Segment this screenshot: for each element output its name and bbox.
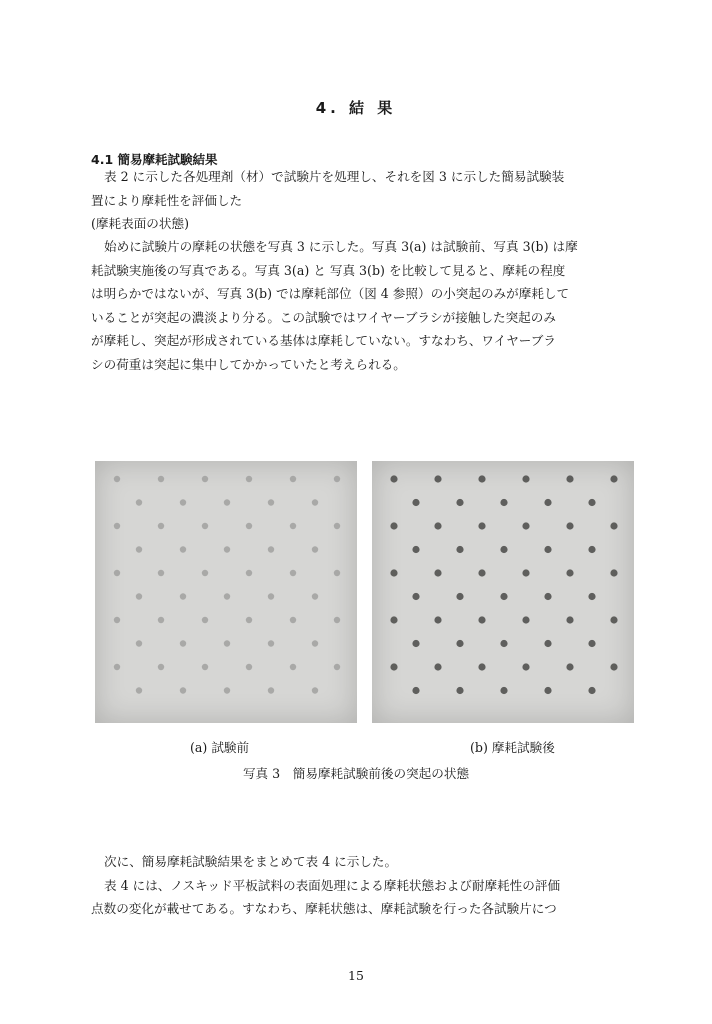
surface-protrusion	[390, 663, 397, 670]
surface-protrusion	[290, 664, 296, 670]
surface-protrusion	[158, 523, 164, 529]
surface-protrusion	[588, 593, 595, 600]
text-line: シの荷重は突起に集中してかかっていたと考えられる。	[91, 356, 406, 372]
surface-protrusion	[334, 617, 340, 623]
surface-protrusion	[114, 570, 120, 576]
surface-protrusion	[136, 687, 142, 693]
surface-protrusion	[224, 499, 230, 505]
surface-protrusion	[434, 522, 441, 529]
surface-protrusion	[456, 499, 463, 506]
surface-protrusion	[312, 546, 318, 552]
surface-protrusion	[522, 569, 529, 576]
surface-protrusion	[566, 475, 573, 482]
surface-protrusion	[588, 546, 595, 553]
paragraph-summary	[91, 850, 636, 921]
photo-before-test	[95, 461, 357, 723]
surface-protrusion	[290, 617, 296, 623]
surface-protrusion	[456, 687, 463, 694]
surface-protrusion	[312, 687, 318, 693]
section-heading: 4.1 簡易摩耗試験結果	[91, 152, 218, 167]
surface-protrusion	[268, 640, 274, 646]
text-line: 始めに試験片の摩耗の状態を写真 3 に示した。写真 3(a) は試験前、写真 3(b) は摩	[104, 239, 578, 254]
text-line: が摩耗し、突起が形成されている基体は摩耗していない。すなわち、ワイヤーブラ	[91, 333, 556, 348]
photo-after-test	[372, 461, 634, 723]
text-line: は明らかではないが、写真 3(b) では摩耗部位（図 4 参照）の小突起のみが摩耗して	[91, 286, 570, 301]
surface-protrusion	[246, 664, 252, 670]
surface-protrusion	[588, 499, 595, 506]
surface-protrusion	[202, 523, 208, 529]
surface-protrusion	[158, 476, 164, 482]
surface-protrusion	[202, 664, 208, 670]
surface-protrusion	[180, 687, 186, 693]
text-line: いることが突起の濃淡より分る。この試験ではワイヤーブラシが接触した突起のみ	[91, 309, 556, 325]
surface-protrusion	[588, 640, 595, 647]
photo-caption-a: (a) 試験前	[190, 740, 250, 755]
surface-protrusion	[268, 593, 274, 599]
surface-protrusion	[202, 476, 208, 482]
surface-protrusion	[180, 593, 186, 599]
surface-protrusion	[158, 664, 164, 670]
surface-protrusion	[334, 664, 340, 670]
surface-protrusion	[522, 663, 529, 670]
text-line: 耗試験実施後の写真である。写真 3(a) と 写真 3(b) を比較して見ると、摩耗の程度	[91, 262, 566, 278]
page-number: 15	[348, 968, 364, 983]
surface-protrusion	[522, 522, 529, 529]
surface-protrusion	[544, 499, 551, 506]
surface-protrusion	[522, 616, 529, 623]
surface-protrusion	[246, 523, 252, 529]
surface-protrusion	[566, 522, 573, 529]
photo-caption-b: (b) 摩耗試験後	[470, 740, 555, 755]
surface-protrusion	[478, 663, 485, 670]
surface-protrusion	[290, 570, 296, 576]
surface-protrusion	[224, 546, 230, 552]
surface-protrusion	[114, 664, 120, 670]
surface-protrusion	[312, 593, 318, 599]
text-line: 次に、簡易摩耗試験結果をまとめて表 4 に示した。	[104, 854, 398, 869]
surface-protrusion	[544, 687, 551, 694]
surface-protrusion	[522, 475, 529, 482]
text-line: 点数の変化が載せてある。すなわち、摩耗状態は、摩耗試験を行った各試験片につ	[91, 901, 557, 916]
surface-protrusion	[390, 616, 397, 623]
surface-protrusion	[334, 570, 340, 576]
surface-protrusion	[456, 546, 463, 553]
paragraph-wear-state	[91, 235, 636, 376]
surface-protrusion	[478, 522, 485, 529]
text-line: 表 4 には、ノスキッド平板試料の表面処理による摩耗状態および耐摩耗性の評価	[104, 877, 561, 893]
surface-protrusion	[136, 546, 142, 552]
surface-protrusion	[334, 476, 340, 482]
surface-protrusion	[500, 593, 507, 600]
surface-protrusion	[202, 570, 208, 576]
chapter-title: 4. 結 果	[315, 99, 397, 117]
surface-protrusion	[544, 593, 551, 600]
surface-protrusion	[268, 687, 274, 693]
surface-protrusion	[390, 475, 397, 482]
surface-protrusion	[224, 640, 230, 646]
surface-protrusion	[412, 593, 419, 600]
surface-protrusion	[434, 616, 441, 623]
surface-protrusion	[500, 640, 507, 647]
surface-protrusion	[136, 640, 142, 646]
surface-protrusion	[610, 475, 617, 482]
surface-protrusion	[500, 499, 507, 506]
surface-protrusion	[500, 687, 507, 694]
surface-protrusion	[478, 616, 485, 623]
surface-protrusion	[412, 640, 419, 647]
surface-protrusion	[544, 546, 551, 553]
surface-protrusion	[500, 546, 507, 553]
surface-protrusion	[114, 476, 120, 482]
figure-caption: 写真 3 簡易摩耗試験前後の突起の状態	[242, 766, 470, 781]
surface-protrusion	[246, 570, 252, 576]
paragraph-intro	[91, 165, 636, 236]
surface-protrusion	[434, 475, 441, 482]
text-line: 表 2 に示した各処理剤（材）で試験片を処理し、それを図 3 に示した簡易試験装	[104, 169, 565, 184]
surface-protrusion	[246, 476, 252, 482]
surface-protrusion	[478, 475, 485, 482]
surface-protrusion	[610, 569, 617, 576]
surface-protrusion	[202, 617, 208, 623]
subheading: (摩耗表面の状態)	[91, 216, 189, 231]
surface-protrusion	[246, 617, 252, 623]
surface-protrusion	[290, 523, 296, 529]
surface-protrusion	[456, 640, 463, 647]
surface-protrusion	[456, 593, 463, 600]
surface-protrusion	[390, 569, 397, 576]
surface-protrusion	[334, 523, 340, 529]
surface-protrusion	[566, 569, 573, 576]
surface-protrusion	[610, 616, 617, 623]
surface-protrusion	[566, 616, 573, 623]
surface-protrusion	[136, 499, 142, 505]
surface-protrusion	[434, 569, 441, 576]
surface-protrusion	[412, 499, 419, 506]
surface-protrusion	[180, 546, 186, 552]
surface-protrusion	[114, 617, 120, 623]
surface-protrusion	[136, 593, 142, 599]
surface-protrusion	[566, 663, 573, 670]
surface-protrusion	[412, 546, 419, 553]
surface-protrusion	[224, 687, 230, 693]
surface-protrusion	[312, 499, 318, 505]
text-line: 置により摩耗性を評価した	[91, 192, 243, 208]
surface-protrusion	[180, 499, 186, 505]
surface-protrusion	[158, 570, 164, 576]
surface-protrusion	[412, 687, 419, 694]
surface-protrusion	[268, 499, 274, 505]
surface-protrusion	[224, 593, 230, 599]
surface-protrusion	[610, 663, 617, 670]
surface-protrusion	[158, 617, 164, 623]
surface-protrusion	[180, 640, 186, 646]
surface-protrusion	[290, 476, 296, 482]
surface-protrusion	[544, 640, 551, 647]
surface-protrusion	[390, 522, 397, 529]
surface-protrusion	[434, 663, 441, 670]
surface-protrusion	[478, 569, 485, 576]
surface-protrusion	[610, 522, 617, 529]
surface-protrusion	[588, 687, 595, 694]
surface-protrusion	[114, 523, 120, 529]
surface-protrusion	[312, 640, 318, 646]
surface-protrusion	[268, 546, 274, 552]
